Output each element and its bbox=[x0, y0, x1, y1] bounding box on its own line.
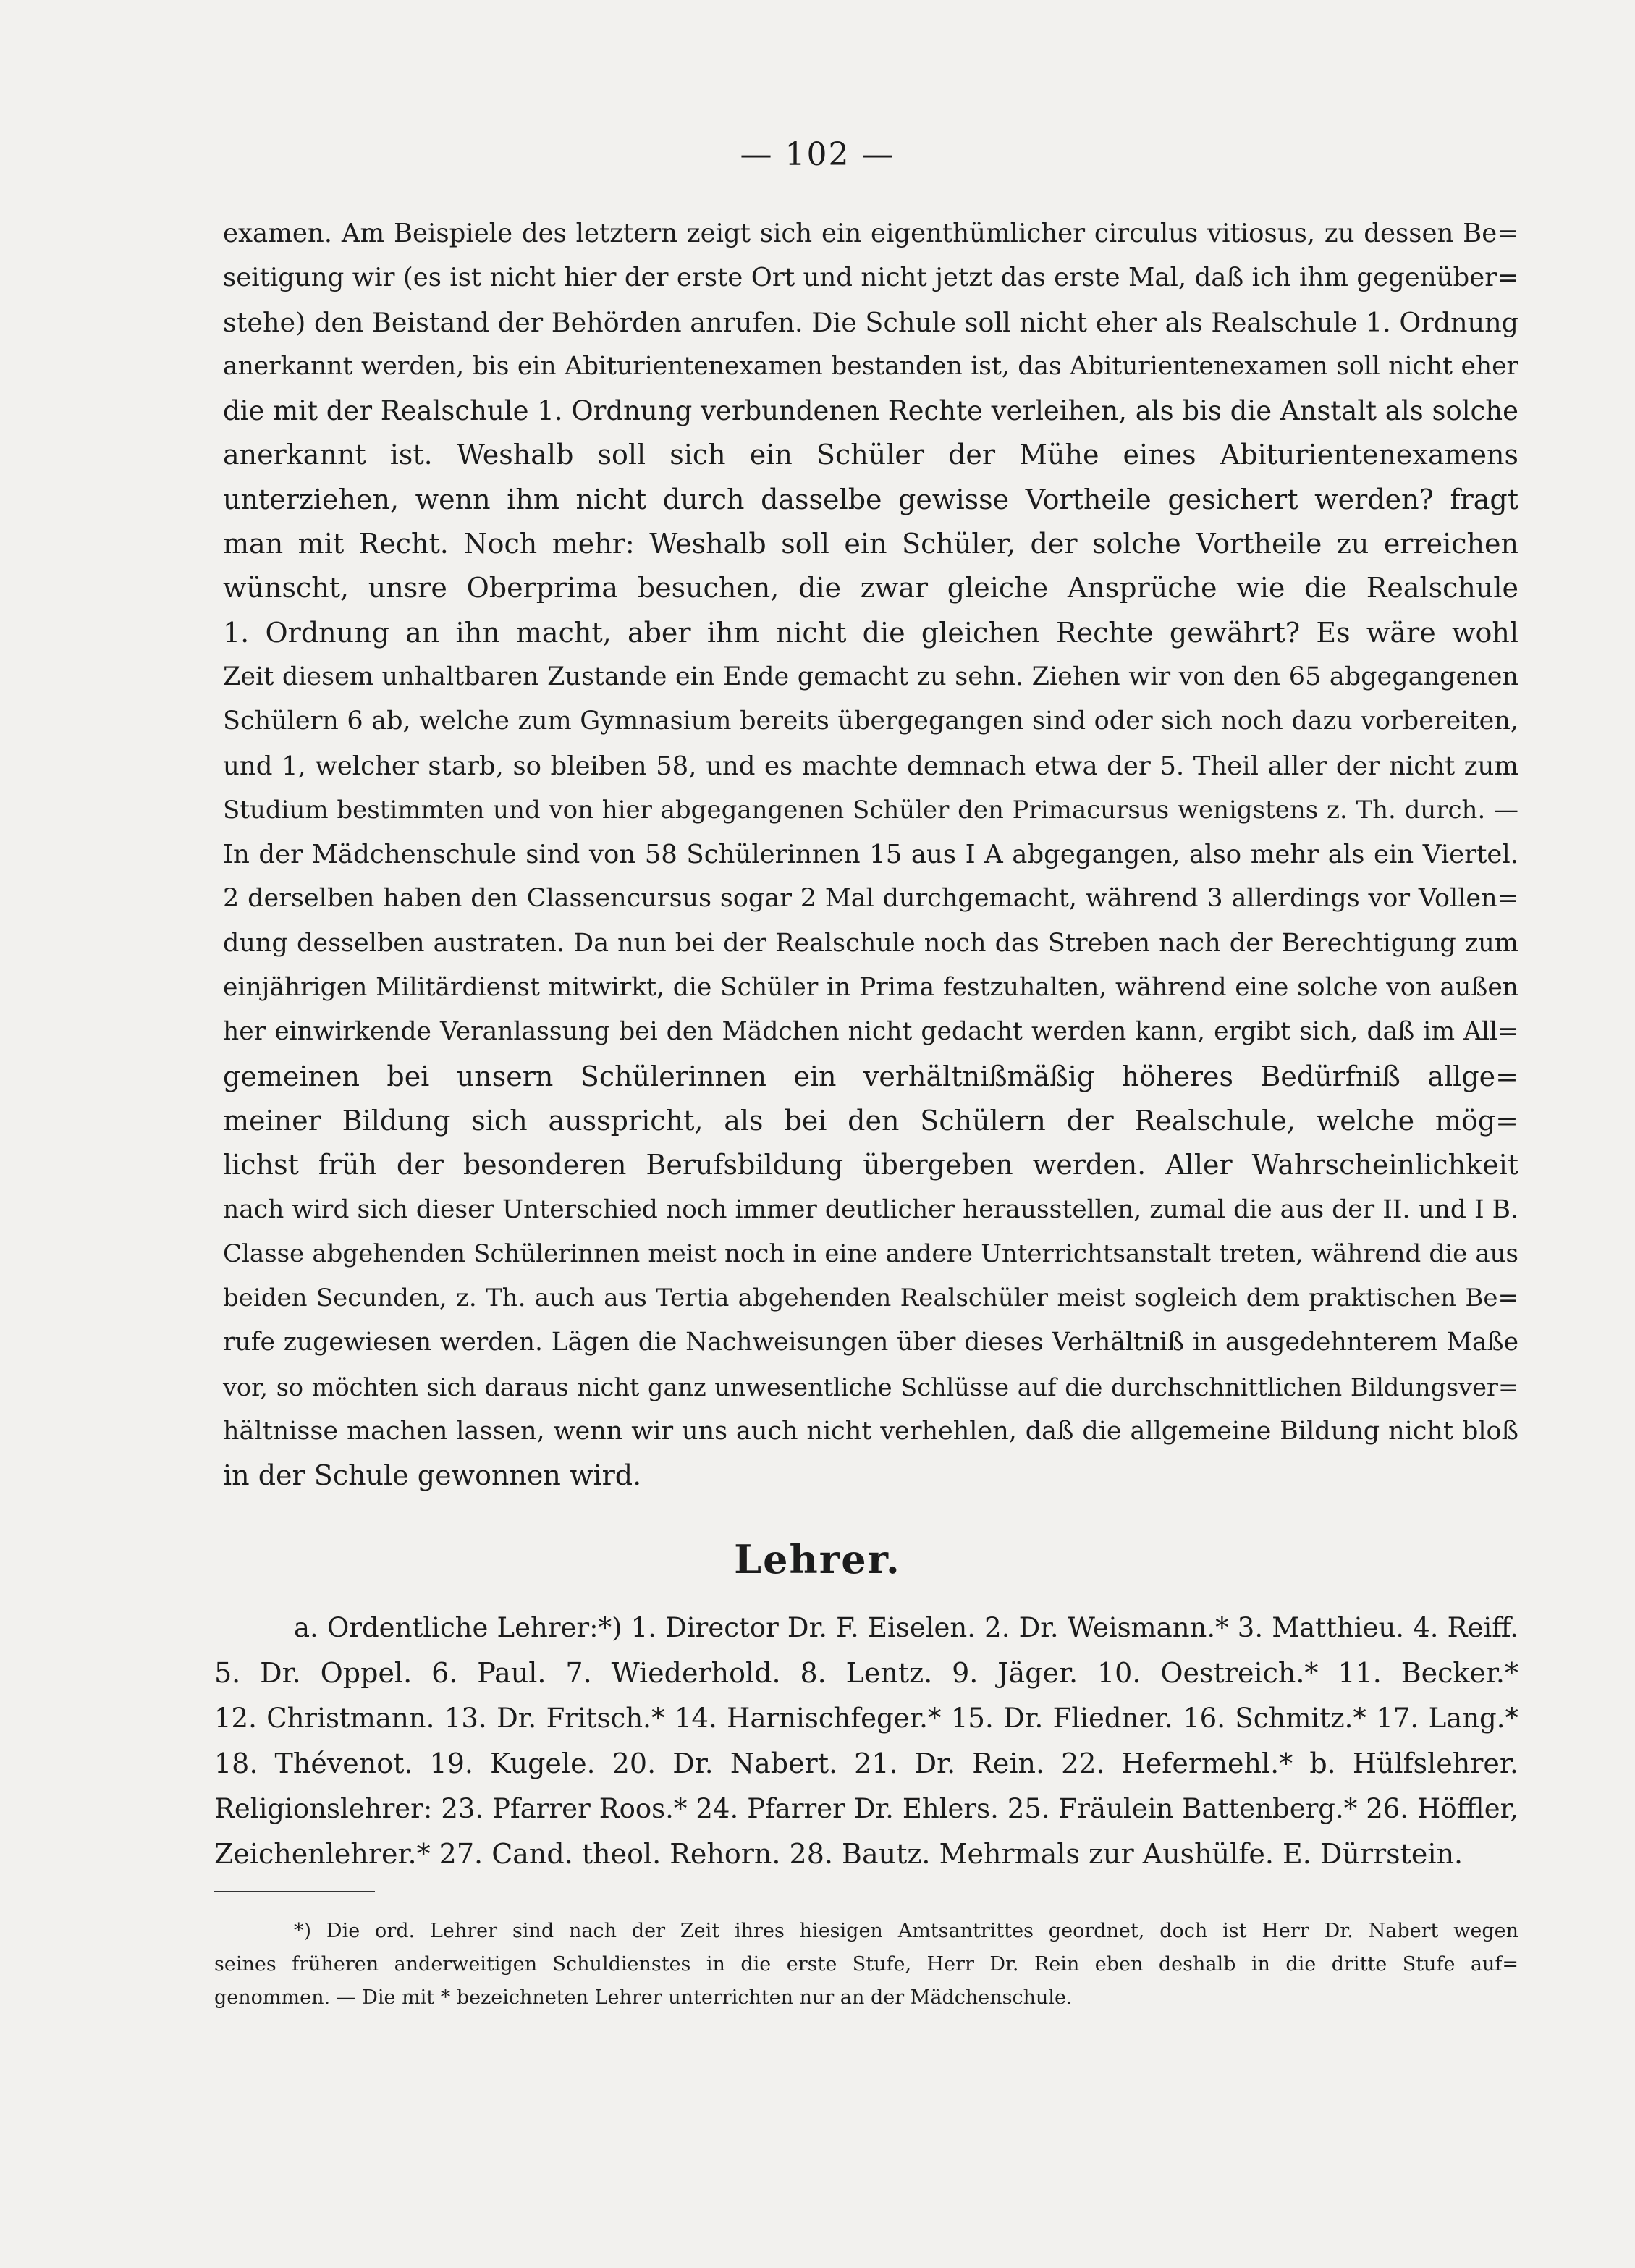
teacher-list bbox=[214, 1606, 1518, 1876]
text-line: wünscht, unsre Oberprima besuchen, die zwar gleiche Ansprüche wie die Realschule bbox=[223, 572, 1518, 604]
text-line: 1. Ordnung an ihn macht, aber ihm nicht die gleichen Rechte gewährt? Es wäre wohl bbox=[223, 616, 1518, 649]
text-line: In der Mädchenschule sind von 58 Schülerinnen 15 aus I A abgegangen, also mehr als ein Viertel. bbox=[223, 840, 1518, 870]
text-line: examen. Am Beispiele des letztern zeigt sich ein eigenthümlicher circulus vitiosus, zu dessen Be= bbox=[223, 219, 1518, 248]
footnote-line: genommen. — Die mit * bezeichneten Lehrer unterrichten nur an der Mädchenschule. bbox=[214, 1986, 1073, 2009]
page-number: — 102 — bbox=[740, 136, 895, 173]
text-line: gemeinen bei unsern Schülerinnen ein verhältnißmäßig höheres Bedürfniß allge= bbox=[223, 1060, 1518, 1092]
teacher-line: a. Ordentliche Lehrer:*) 1. Director Dr. F. Eiselen. 2. Dr. Weismann.* 3. Matthieu. 4. Reiff. bbox=[294, 1612, 1518, 1643]
footnote-line: *) Die ord. Lehrer sind nach der Zeit ihres hiesigen Amtsantrittes geordnet, doch ist Herr Dr. Nabert wegen bbox=[294, 1920, 1518, 1942]
text-line: meiner Bildung sich ausspricht, als bei den Schülern der Realschule, welche mög= bbox=[223, 1104, 1518, 1137]
text-line: 2 derselben haben den Classencursus sogar 2 Mal durchgemacht, während 3 allerdings vor Vollen= bbox=[223, 884, 1518, 914]
text-line: hältnisse machen lassen, wenn wir uns auch nicht verhehlen, daß die allgemeine Bildung nicht bloß bbox=[223, 1417, 1518, 1446]
teacher-line: 5. Dr. Oppel. 6. Paul. 7. Wiederhold. 8. Lentz. 9. Jäger. 10. Oestreich.* 11. Becker.* bbox=[214, 1657, 1518, 1690]
footnote-line: seines früheren anderweitigen Schuldienstes in die erste Stufe, Herr Dr. Rein eben deshalb in die dritte Stufe auf= bbox=[214, 1953, 1518, 1976]
text-line: seitigung wir (es ist nicht hier der erste Ort und nicht jetzt das erste Mal, daß ich ihm gegenüber= bbox=[223, 263, 1518, 293]
text-line: Schülern 6 ab, welche zum Gymnasium bereits übergegangen sind oder sich noch dazu vorbereiten, bbox=[223, 707, 1518, 736]
text-line: und 1, welcher starb, so bleiben 58, und es machte demnach etwa der 5. Theil aller der nicht zum bbox=[223, 751, 1518, 781]
text-line: rufe zugewiesen werden. Lägen die Nachweisungen über dieses Verhältniß in ausgedehnterem Maße bbox=[223, 1328, 1518, 1357]
text-line: beiden Secunden, z. Th. auch aus Tertia abgehenden Realschüler meist sogleich dem praktischen Be= bbox=[223, 1283, 1518, 1313]
text-line: einjährigen Militärdienst mitwirkt, die Schüler in Prima festzuhalten, während eine solche von außen bbox=[223, 973, 1518, 1003]
text-line: stehe) den Beistand der Behörden anrufen. Die Schule soll nicht eher als Realschule 1. Ordnung bbox=[223, 306, 1518, 338]
footnote-divider bbox=[214, 1891, 375, 1892]
text-line: unterziehen, wenn ihm nicht durch dasselbe gewisse Vortheile gesichert werden? fragt bbox=[223, 483, 1518, 515]
teacher-line: 18. Thévenot. 19. Kugele. 20. Dr. Nabert. 21. Dr. Rein. 22. Hefermehl.* b. Hülfslehrer. bbox=[214, 1748, 1518, 1780]
text-line: dung desselben austraten. Da nun bei der Realschule noch das Streben nach der Berechtigung zum bbox=[223, 928, 1518, 958]
text-line: Classe abgehenden Schülerinnen meist noch in eine andere Unterrichtsanstalt treten, während die aus bbox=[223, 1239, 1518, 1268]
section-title: Lehrer. bbox=[734, 1536, 901, 1582]
text-line: man mit Recht. Noch mehr: Weshalb soll ein Schüler, der solche Vortheile zu erreichen bbox=[223, 528, 1518, 560]
teacher-line: Zeichenlehrer.* 27. Cand. theol. Rehorn. 28. Bautz. Mehrmals zur Aushülfe. E. Dürrstein. bbox=[214, 1837, 1463, 1870]
text-line: Zeit diesem unhaltbaren Zustande ein Ende gemacht zu sehn. Ziehen wir von den 65 abgegangenen bbox=[223, 662, 1518, 691]
text-line: Studium bestimmten und von hier abgegangenen Schüler den Primacursus wenigstens z. Th. durch. — bbox=[223, 795, 1518, 825]
text-line: lichst früh der besonderen Berufsbildung übergeben werden. Aller Wahrscheinlichkeit bbox=[223, 1149, 1518, 1181]
teacher-line: 12. Christmann. 13. Dr. Fritsch.* 14. Harnischfeger.* 15. Dr. Fliedner. 16. Schmitz.* 17. Lang.* bbox=[214, 1702, 1518, 1734]
text-line: in der Schule gewonnen wird. bbox=[223, 1459, 642, 1492]
teacher-line: Religionslehrer: 23. Pfarrer Roos.* 24. Pfarrer Dr. Ehlers. 25. Fräulein Battenberg.* 26. Höffler, bbox=[214, 1792, 1518, 1824]
text-line: anerkannt werden, bis ein Abiturientenexamen bestanden ist, das Abiturientenexamen soll nicht eher bbox=[223, 351, 1518, 381]
footnote bbox=[214, 1915, 1518, 2015]
text-line: anerkannt ist. Weshalb soll sich ein Schüler der Mühe eines Abiturientenexamens bbox=[223, 439, 1518, 471]
text-line: her einwirkende Veranlassung bei den Mädchen nicht gedacht werden kann, ergibt sich, daß im All= bbox=[223, 1017, 1518, 1047]
text-line: die mit der Realschule 1. Ordnung verbundenen Rechte verleihen, als bis die Anstalt als solche bbox=[223, 395, 1518, 427]
body-text bbox=[223, 211, 1518, 1498]
text-line: vor, so möchten sich daraus nicht ganz unwesentliche Schlüsse auf die durchschnittlichen Bildungsver= bbox=[223, 1373, 1518, 1401]
text-line: nach wird sich dieser Unterschied noch immer deutlicher herausstellen, zumal die aus der II. und I B. bbox=[223, 1194, 1518, 1224]
